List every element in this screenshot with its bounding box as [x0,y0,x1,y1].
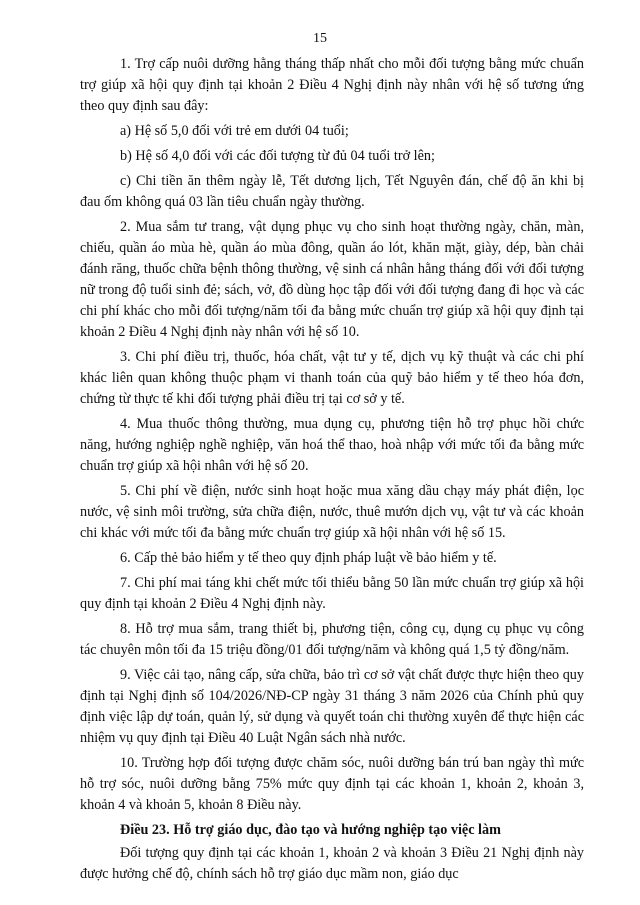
article-23-paragraph: Đối tượng quy định tại các khoản 1, khoản 2 và khoản 3 Điều 21 Nghị định này được hưởng chế độ, chính sách hỗ trợ giáo dục mầm non, giáo dục [80,845,584,882]
paragraph-clause-9: 9. Việc cải tạo, nâng cấp, sửa chữa, bảo trì cơ sở vật chất được thực hiện theo quy định tại Nghị định số 104/2026/NĐ-CP ngày 31 tháng 3 năm 2026 của Chính phủ quy định việc lập dự toán, quản lý, sử dụng và quyết toán chi thường xuyên để thực hiện các nhiệm vụ quy định tại Điều 40 Luật Ngân sách nhà nước. [80,667,584,746]
paragraph-clause-6: 6. Cấp thẻ bảo hiểm y tế theo quy định pháp luật về bảo hiểm y tế. [120,550,497,566]
paragraph-clause-3: 3. Chi phí điều trị, thuốc, hóa chất, vật tư y tế, dịch vụ kỹ thuật và các chi phí khác liên quan không thuộc phạm vi thanh toán của quỹ bảo hiểm y tế theo hóa đơn, chứng từ thực tế khi đối tượng phải điều trị tại cơ sở y tế. [80,349,584,407]
paragraph-clause-1c: c) Chi tiền ăn thêm ngày lễ, Tết dương lịch, Tết Nguyên đán, chế độ ăn khi bị đau ốm không quá 03 lần tiêu chuẩn ngày thường. [80,173,584,210]
paragraph-clause-10: 10. Trường hợp đối tượng được chăm sóc, nuôi dưỡng bán trú ban ngày thì mức hỗ trợ sóc, nuôi dưỡng bằng 75% mức quy định tại các khoản 1, khoản 2, khoản 3, khoản 4 và khoản 5, khoản 8 Điều này. [80,755,584,813]
document-body [80,54,584,889]
article-23-heading: Điều 23. Hỗ trợ giáo dục, đào tạo và hướng nghiệp tạo việc làm [120,822,501,838]
paragraph-clause-7: 7. Chi phí mai táng khi chết mức tối thiểu bằng 50 lần mức chuẩn trợ giúp xã hội quy định tại khoản 2 Điều 4 Nghị định này. [80,575,584,612]
paragraph-clause-8: 8. Hỗ trợ mua sắm, trang thiết bị, phương tiện, công cụ, dụng cụ phục vụ công tác chuyên môn tối đa 15 triệu đồng/01 đối tượng/năm và không quá 1,5 tỷ đồng/năm. [80,621,584,658]
paragraph-clause-5: 5. Chi phí về điện, nước sinh hoạt hoặc mua xăng dầu chạy máy phát điện, lọc nước, vệ sinh môi trường, sửa chữa điện, nước, thuê mướn dịch vụ, vật tư và các khoản chi khác với mức tối đa bằng mức chuẩn trợ giúp xã hội nhân với hệ số 15. [80,483,584,541]
page-number: 15 [313,31,327,46]
paragraph-clause-1a: a) Hệ số 5,0 đối với trẻ em dưới 04 tuổi; [120,123,349,139]
paragraph-clause-2: 2. Mua sắm tư trang, vật dụng phục vụ cho sinh hoạt thường ngày, chăn, màn, chiếu, quần áo mùa hè, quần áo mùa đông, quần áo lót, khăn mặt, giày, dép, bàn chải đánh răng, thuốc chữa bệnh thông thường, vệ sinh cá nhân hằng tháng đối với đối tượng nữ trong độ tuổi sinh đẻ; sách, vở, đồ dùng học tập đối với đối tượng đang đi học và các chi phí khác cho mỗi đối tượng/năm tối đa bằng mức chuẩn trợ giúp xã hội quy định tại khoản 2 Điều 4 Nghị định này nhân với hệ số 10. [80,219,584,340]
paragraph-clause-1b: b) Hệ số 4,0 đối với các đối tượng từ đủ 04 tuổi trở lên; [120,148,435,164]
paragraph-clause-4: 4. Mua thuốc thông thường, mua dụng cụ, phương tiện hỗ trợ phục hồi chức năng, hướng nghiệp nghề nghiệp, văn hoá thể thao, hoà nhập với mức tối đa bằng mức chuẩn trợ giúp xã hội nhân với hệ số 20. [80,416,584,474]
paragraph-clause-1: 1. Trợ cấp nuôi dưỡng hằng tháng thấp nhất cho mỗi đối tượng bằng mức chuẩn trợ giúp xã hội quy định tại khoản 2 Điều 4 Nghị định này nhân với hệ số tương ứng theo quy định sau đây: [80,56,584,114]
